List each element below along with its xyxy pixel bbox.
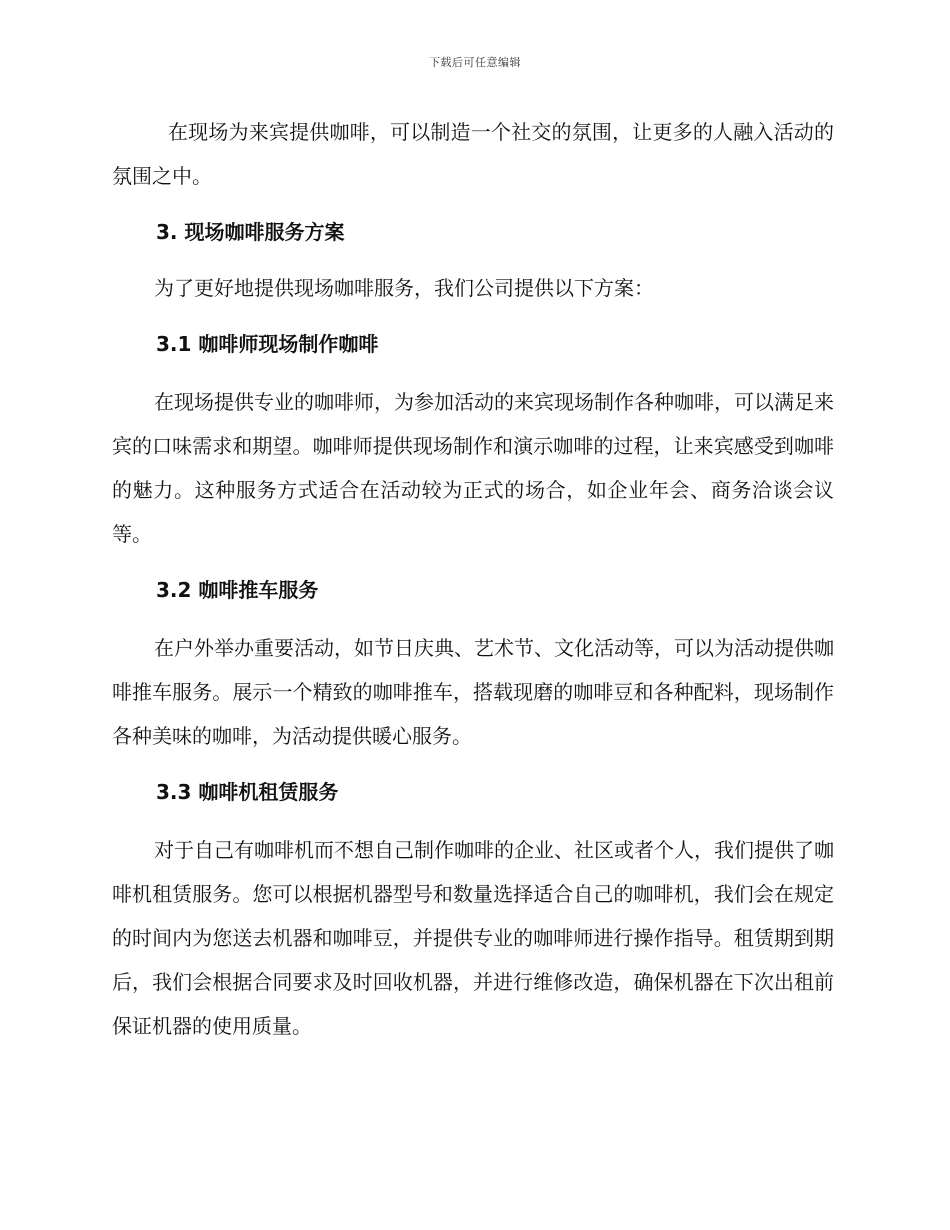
section-3-heading: 3. 现场咖啡服务方案 [156, 220, 345, 244]
section-3-3-heading: 3.3 咖啡机租赁服务 [156, 780, 339, 804]
page-header: 下载后可任意编辑 [429, 56, 521, 69]
section-3-1-heading: 3.1 咖啡师现场制作咖啡 [156, 332, 379, 356]
section-3-2-paragraph: 在户外举办重要活动，如节日庆典、艺术节、文化活动等，可以为活动提供咖啡推车服务。展示一个精致的咖啡推车，搭载现磨的咖啡豆和各种配料，现场制作各种美味的咖啡，为活动提供暖心服务。 [112, 636, 834, 748]
section-3-2-heading: 3.2 咖啡推车服务 [156, 578, 319, 602]
section-3-1-paragraph: 在现场提供专业的咖啡师，为参加活动的来宾现场制作各种咖啡，可以满足来宾的口味需求和期望。咖啡师提供现场制作和演示咖啡的过程，让来宾感受到咖啡的魅力。这种服务方式适合在活动较为正式的场合，如企业年会、商务洽谈会议等。 [112, 390, 834, 546]
document-body [112, 110, 834, 1048]
section-3-paragraph: 为了更好地提供现场咖啡服务，我们公司提供以下方案： [154, 276, 654, 300]
section-3-3-paragraph: 对于自己有咖啡机而不想自己制作咖啡的企业、社区或者个人，我们提供了咖啡机租赁服务。您可以根据机器型号和数量选择适合自己的咖啡机，我们会在规定的时间内为您送去机器和咖啡豆，并提供专业的咖啡师进行操作指导。租赁期到期后，我们会根据合同要求及时回收机器，并进行维修改造，确保机器在下次出租前保证机器的使用质量。 [112, 838, 834, 1038]
intro-paragraph: 在现场为来宾提供咖啡，可以制造一个社交的氛围，让更多的人融入活动的氛围之中。 [112, 120, 834, 188]
